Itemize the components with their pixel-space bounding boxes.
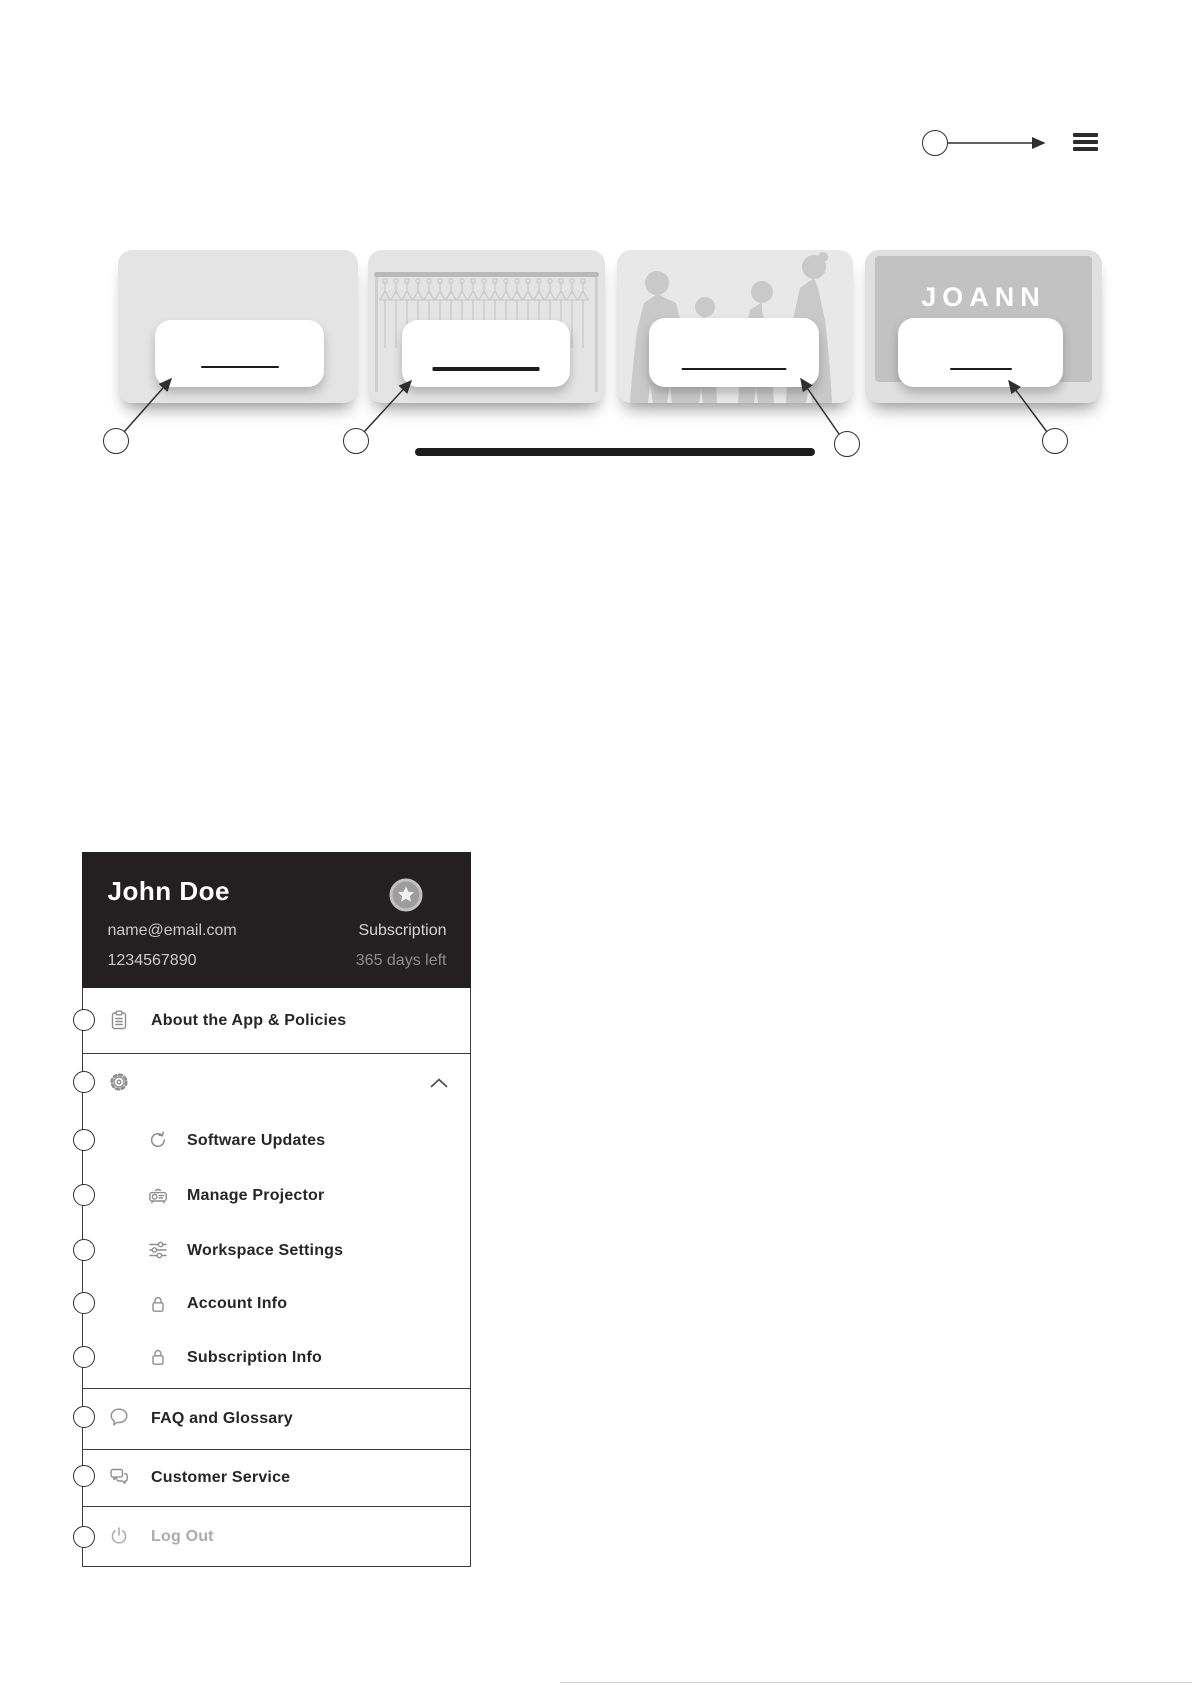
callout-circle-faq (73, 1406, 95, 1428)
user-phone: 1234567890 (107, 951, 197, 969)
thumbnail-card-joann[interactable] (865, 250, 1102, 403)
speech-bubble-icon (108, 1406, 132, 1430)
callout-circle-3 (834, 431, 860, 457)
star-medal-icon (389, 878, 423, 912)
menu-item-label: Subscription Info (187, 1349, 322, 1366)
card-button[interactable] (402, 320, 570, 387)
callout-circle-manage-projector (73, 1184, 95, 1206)
callout-circle-about (73, 1009, 95, 1031)
menu-user-header (82, 852, 471, 988)
menu-item-label: Customer Service (151, 1468, 291, 1486)
clipboard-icon (108, 1009, 132, 1033)
user-name: John Doe (107, 875, 230, 906)
card-button[interactable] (155, 320, 324, 387)
menu-item-subscription-info[interactable] (83, 1330, 470, 1386)
callout-circle-1 (103, 428, 129, 454)
menu-item-log-out[interactable] (83, 1506, 470, 1568)
menu-item-faq[interactable] (83, 1388, 470, 1449)
menu-item-label: Workspace Settings (187, 1241, 344, 1259)
callout-circle-menu (922, 130, 948, 156)
app-menu-panel (82, 852, 471, 1567)
thumbnail-card-blank[interactable] (118, 250, 358, 403)
page-edge-line (560, 1682, 1192, 1683)
menu-item-label: FAQ and Glossary (151, 1409, 293, 1427)
callout-circle-4 (1042, 428, 1068, 454)
callout-circle-2 (343, 428, 369, 454)
callout-circle-log-out (73, 1526, 95, 1548)
callout-circle-customer-service (73, 1465, 95, 1487)
projector-icon (147, 1184, 171, 1208)
callout-circle-workspace-settings (73, 1239, 95, 1261)
menu-item-software-updates[interactable] (83, 1113, 470, 1168)
joann-logo: JOANN (921, 282, 1046, 312)
menu-item-workspace-settings[interactable] (83, 1223, 470, 1278)
lock-icon (147, 1346, 171, 1370)
menu-item-manage-projector[interactable] (83, 1168, 470, 1223)
section-divider-bar (415, 448, 815, 456)
menu-item-label: Software Updates (187, 1131, 326, 1149)
callout-circle-subscription-info (73, 1346, 95, 1368)
menu-item-label: Account Info (187, 1295, 288, 1312)
callout-circle-software-updates (73, 1129, 95, 1151)
thumbnail-card-hangers[interactable] (368, 250, 605, 403)
menu-item-label: Manage Projector (187, 1186, 325, 1204)
callout-circle-settings (73, 1071, 95, 1093)
lock-icon (147, 1293, 171, 1317)
menu-item-about[interactable] (83, 989, 470, 1053)
redacted-label-line (201, 366, 279, 368)
power-icon (108, 1525, 132, 1549)
subscription-status: 365 days left (355, 951, 447, 969)
menu-item-account-info[interactable] (83, 1278, 470, 1330)
menu-item-label: Log Out (151, 1528, 214, 1545)
redacted-label-line (433, 367, 540, 371)
card-button[interactable] (898, 318, 1063, 387)
thumbnail-card-figures[interactable] (617, 250, 853, 403)
callout-circle-account-info (73, 1292, 95, 1314)
subscription-label: Subscription (358, 921, 447, 939)
redacted-label-line (950, 368, 1012, 370)
gear-icon (108, 1071, 132, 1095)
chevron-up-icon[interactable] (430, 1078, 448, 1088)
redacted-label-line (682, 368, 787, 370)
menu-item-label: About the App & Policies (151, 1012, 347, 1029)
sliders-icon (147, 1239, 171, 1263)
menu-item-customer-service[interactable] (83, 1449, 470, 1506)
card-button[interactable] (649, 318, 819, 387)
hamburger-menu-icon[interactable] (1073, 133, 1098, 151)
refresh-icon (147, 1129, 171, 1153)
menu-item-settings-group[interactable] (83, 1053, 470, 1113)
user-email: name@email.com (107, 921, 237, 939)
chat-bubbles-icon (108, 1465, 132, 1489)
